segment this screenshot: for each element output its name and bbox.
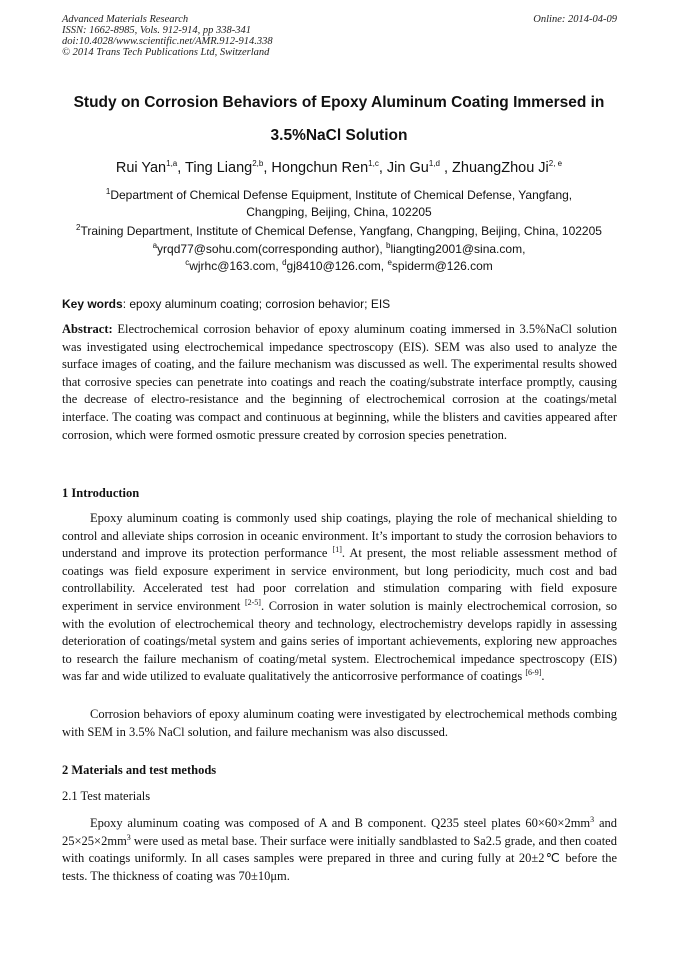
copyright-line: © 2014 Trans Tech Publications Ltd, Switzerland [62,47,270,58]
keywords-label: Key words [62,297,123,311]
abstract-label: Abstract: [62,322,113,336]
title-line-2: 3.5%NaCl Solution [270,127,408,144]
abstract [62,321,617,444]
author: Ting Liang$^{2,b}$, [185,159,272,176]
email-link[interactable]: yrqd77@sohu.com(corresponding author), [157,242,387,256]
citation: [1] [332,545,342,555]
intro-paragraph-1: Epoxy aluminum coating is commonly used ship coatings, playing the role of mechanical shielding to control and alleviate ships corrosion in oceanic environment. It’s important to study the corrosion behaviors to understand and improve its protection performance [1]. At present, the most reliable assessment method of coatings was field exposure experiment in service environment, but long periodicity, much cost and bad controllability. Accelerated test had poor correlation and stimulation comparing with field exposure experiment in service environment [2-5]. Corrosion in water solution is mainly electrochemical corrosion, so with the evolution of electrochemical theory and technology, electrochemistry develops rapidly in assessing deterioration of coatings/metal system and gains series of important achievements, exploring new approaches to research the failure mechanism of coating/metal system. Electrochemical impedance spectroscopy (EIS) was far and wide utilized to evaluate qualitatively the anticorrosive performance of coatings [6-9]. [62,511,617,684]
author: Rui Yan$^{1,a}$, [115,159,186,176]
online-date: Online: 2014-04-09 [533,14,617,25]
citation: [2-5] [244,597,261,607]
citation: [6-9] [525,668,542,678]
email-link[interactable]: liangting2001@sina.com, [390,242,526,256]
doi-line: doi:10.4028/www.scientific.net/AMR.912-914.338 [62,36,273,47]
email-line-2: $^c$wjrhc@163.com, $^d$gj8410@126.com, $^e$spiderm@126.com [185,258,493,273]
materials-paragraph: Epoxy aluminum coating was composed of A and B component. Q235 steel plates $60\times 60\times 2mm^3$ and $25\times 25\times 2mm^3$ were used as metal base. Their surface were initially sandblasted to Sa2.5 grade, and then coated with coatings uniformly. In all cases samples were prepared in three and curing fully at 20±2℃ before the tests. The thickness of coating was 70±10μm. [62,814,617,883]
section-1-heading: 1 Introduction [62,486,140,500]
author-list [30,158,648,178]
intro-paragraph-2: Corrosion behaviors of epoxy aluminum coating were investigated by electrochemical methods combing with SEM in 3.5% NaCl solution, and failure mechanism was also discussed. [62,707,617,739]
abstract-text: Electrochemical corrosion behavior of epoxy aluminum coating immersed in 3.5%NaCl solution was investigated using electrochemical impedance spectroscopy (EIS). SEM was also used to analyze the surface images of coating, and the failure mechanism was discussed as well. The experimental results showed that corrosive species can penetrate into coatings and reach the coating/substrate interface promptly, causing the decrease of electro-resistance and the beginning of electrochemical corrosion at the coatings/metal interface. The coating was compact and continuous at beginning, while the blisters and cavities appeared after corrosion, which were formed osmotic pressure created by corrosion species penetration. [62,322,617,442]
paper-title [40,86,638,152]
keywords [62,297,617,311]
issn-line: ISSN: 1662-8985, Vols. 912-914, pp 338-341 [62,25,251,36]
section-2-heading: 2 Materials and test methods [62,763,217,777]
affiliation-1: $^1$Department of Chemical Defense Equipment, Institute of Chemical Defense, Yangfang, Changping, Beijing, China, 102205 [105,187,573,219]
affiliation-2: $^2$Training Department, Institute of Chemical Defense, Yangfang, Changping, Beijing, China, 102205 [76,223,602,238]
journal-header [62,14,617,58]
email-line-1: $^a$yrqd77@sohu.com(corresponding author), $^b$liangting2001@sina.com, [152,241,526,256]
author: Hongchun Ren$^{1,c}$, [271,159,387,176]
email-link[interactable]: wjrhc@163.com, [189,259,283,273]
journal-name: Advanced Materials Research [62,14,189,25]
keywords-text: : epoxy aluminum coating; corrosion behavior; EIS [122,297,391,311]
email-list [40,241,638,275]
email-link[interactable]: gj8410@126.com, [286,259,388,273]
author: ZhuangZhou Ji$^{2, e}$ [452,159,563,176]
subsection-2-1-heading: 2.1 Test materials [62,789,151,803]
title-line-1: Study on Corrosion Behaviors of Epoxy Aluminum Coating Immersed in [73,94,605,111]
email-link[interactable]: spiderm@126.com [391,259,493,273]
author: Jin Gu$^{1,d}$ , [386,159,453,176]
